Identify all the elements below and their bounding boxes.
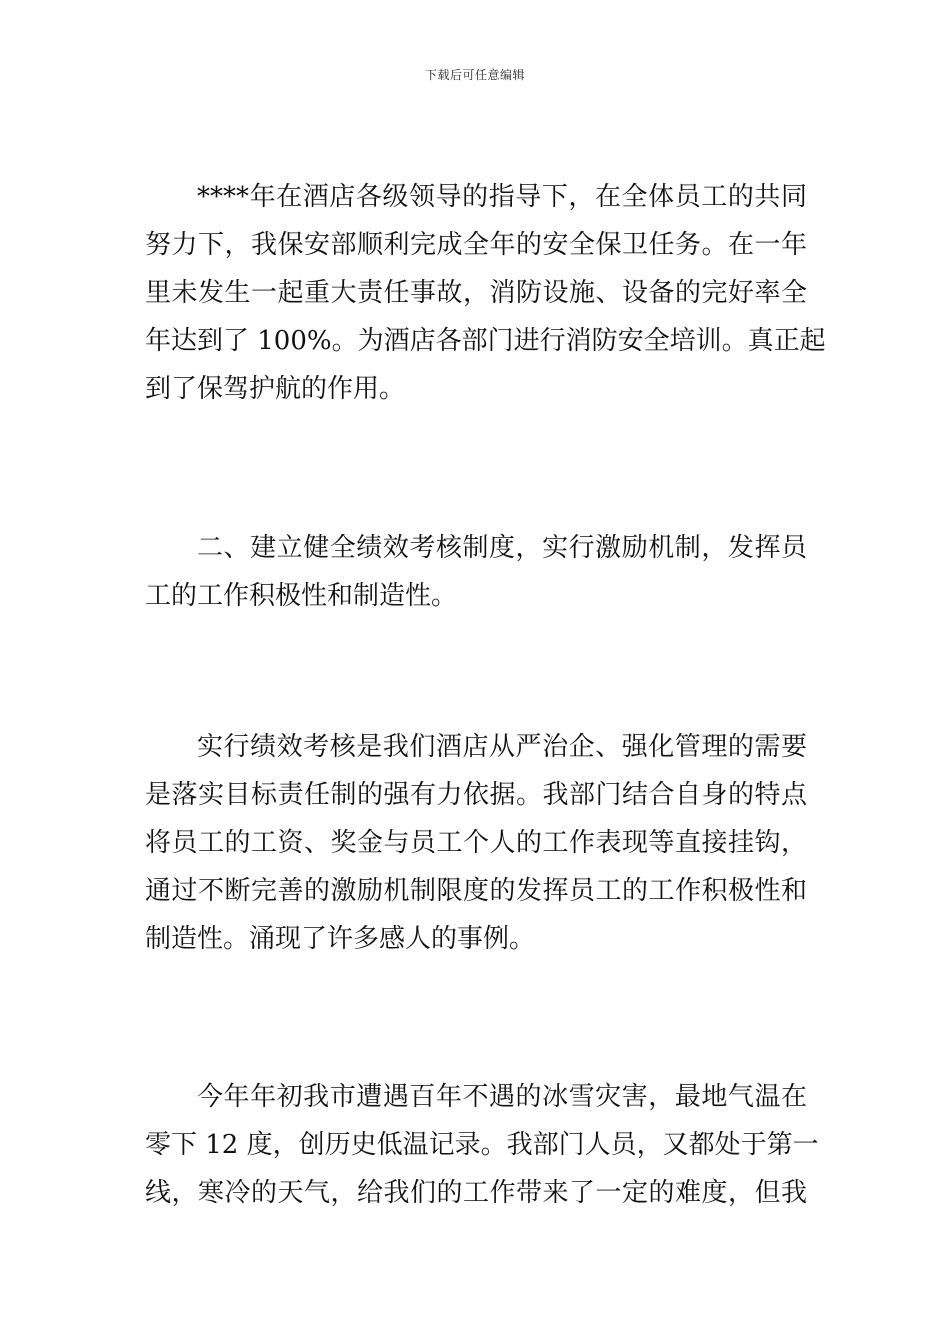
paragraph-line: ****年在酒店各级领导的指导下，在全体员工的共同 (197, 182, 807, 212)
paragraph-safety-summary (145, 173, 826, 413)
section-heading-two (145, 524, 807, 620)
paragraph-line: 今年年初我市遭遇百年不遇的冰雪灾害，最地气温在 (197, 1082, 807, 1112)
paragraph-line: 制造性。涌现了许多感人的事例。 (145, 924, 536, 954)
paragraph-line: 零下 12 度，创历史低温记录。我部门人员，又都处于第一 (145, 1130, 819, 1160)
paragraph-line: 通过不断完善的激励机制限度的发挥员工的工作积极性和 (145, 876, 807, 906)
paragraph-line: 到了保驾护航的作用。 (145, 374, 406, 404)
paragraph-line: 努力下，我保安部顺利完成全年的安全保卫任务。在一年 (145, 230, 807, 260)
paragraph-line: 里未发生一起重大责任事故，消防设施、设备的完好率全 (145, 278, 807, 308)
heading-line: 二、建立健全绩效考核制度，实行激励机制，发挥员 (197, 533, 807, 563)
paragraph-line: 线，寒冷的天气，给我们的工作带来了一定的难度，但我 (145, 1178, 807, 1208)
heading-line: 工的工作积极性和制造性。 (145, 581, 458, 611)
paragraph-line: 是落实目标责任制的强有力依据。我部门结合自身的特点 (145, 780, 807, 810)
paragraph-snow-disaster (145, 1073, 819, 1217)
paragraph-performance-review (145, 723, 807, 963)
paragraph-line: 年达到了 100%。为酒店各部门进行消防安全培训。真正起 (145, 326, 826, 356)
paragraph-line: 将员工的工资、奖金与员工个人的工作表现等直接挂钩， (145, 828, 807, 858)
header-note: 下载后可任意编辑 (424, 68, 525, 82)
paragraph-line: 实行绩效考核是我们酒店从严治企、强化管理的需要 (197, 732, 807, 762)
